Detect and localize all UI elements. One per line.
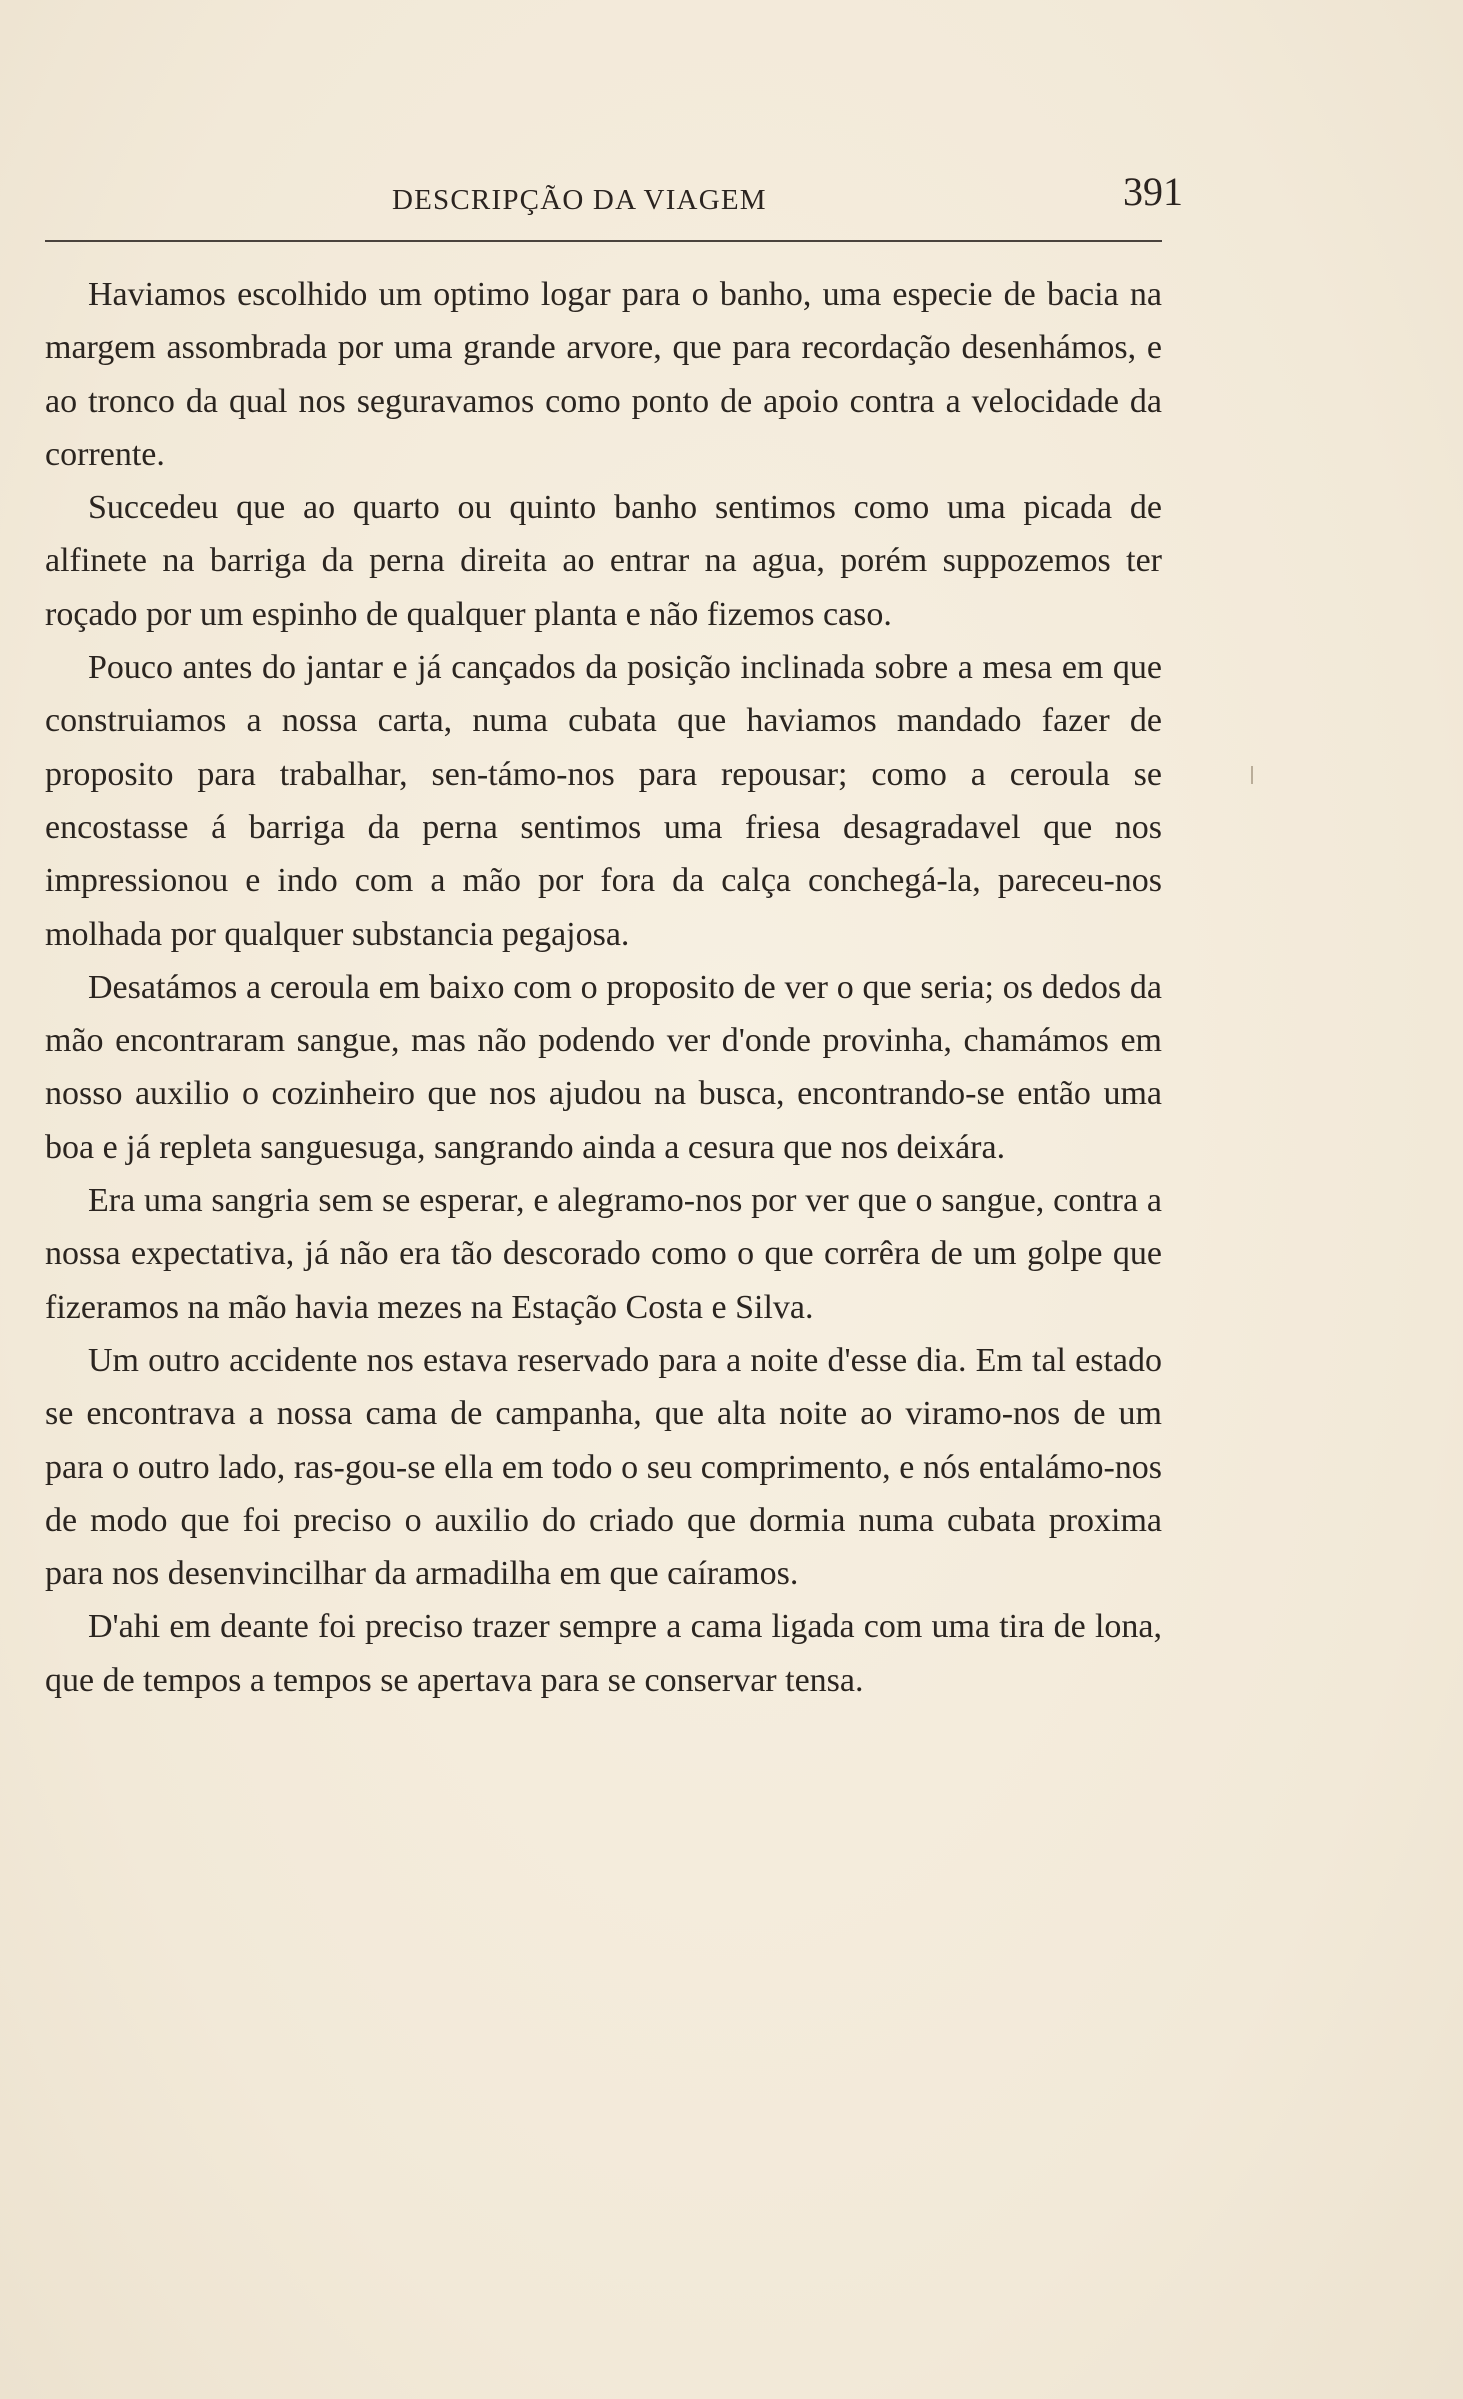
paragraph: Pouco antes do jantar e já cançados da posição inclinada sobre a mesa em que construiamos a nossa carta, numa cubata que haviamos mandado fazer de proposito para trabalhar, sen-támo-nos para repousar; como a ceroula se encostasse á barriga da perna sentimos uma friesa desagradavel que nos impressionou e indo com a mão por fora da calça conchegá-la, pareceu-nos molhada por qualquer substancia pegajosa. [45, 649, 1162, 953]
paragraph: Era uma sangria sem se esperar, e alegramo-nos por ver que o sangue, contra a nossa expectativa, já não era tão descorado como o que corrêra de um golpe que fizeramos na mão havia mezes na Estação Costa e Silva. [45, 1182, 1162, 1326]
page-number: 391 [1123, 169, 1183, 214]
paragraph: D'ahi em deante foi preciso trazer sempre a cama ligada com uma tira de lona, que de tempos a tempos se apertava para se conservar tensa. [45, 1608, 1162, 1699]
page-header [45, 168, 1183, 238]
running-head: DESCRIPÇÃO DA VIAGEM [392, 184, 767, 216]
paragraph: Haviamos escolhido um optimo logar para o banho, uma especie de bacia na margem assombrada por uma grande arvore, que para recordação desenhámos, e ao tronco da qual nos seguravamos como ponto de apoio contra a velocidade da corrente. [45, 276, 1162, 473]
paragraph: Succedeu que ao quarto ou quinto banho sentimos como uma picada de alfinete na barriga da perna direita ao entrar na agua, porém suppozemos ter roçado por um espinho de qualquer planta e não fizemos caso. [45, 489, 1162, 633]
paragraph: Um outro accidente nos estava reservado para a noite d'esse dia. Em tal estado se encontrava a nossa cama de campanha, que alta noite ao viramo-nos de um para o outro lado, ras-gou-se ella em todo o seu comprimento, e nós entalámo-nos de modo que foi preciso o auxilio do criado que dormia numa cubata proxima para nos desenvincilhar da armadilha em que caíramos. [45, 1341, 1162, 1593]
paragraph: Desatámos a ceroula em baixo com o proposito de ver o que seria; os dedos da mão encontraram sangue, mas não podendo ver d'onde provinha, chamámos em nosso auxilio o cozinheiro que nos ajudou na busca, encontrando-se então uma boa e já repleta sanguesuga, sangrando ainda a cesura que nos deixára. [45, 968, 1162, 1166]
body-text [45, 268, 1162, 1707]
paper-mark [1251, 766, 1253, 784]
header-rule [45, 240, 1162, 242]
